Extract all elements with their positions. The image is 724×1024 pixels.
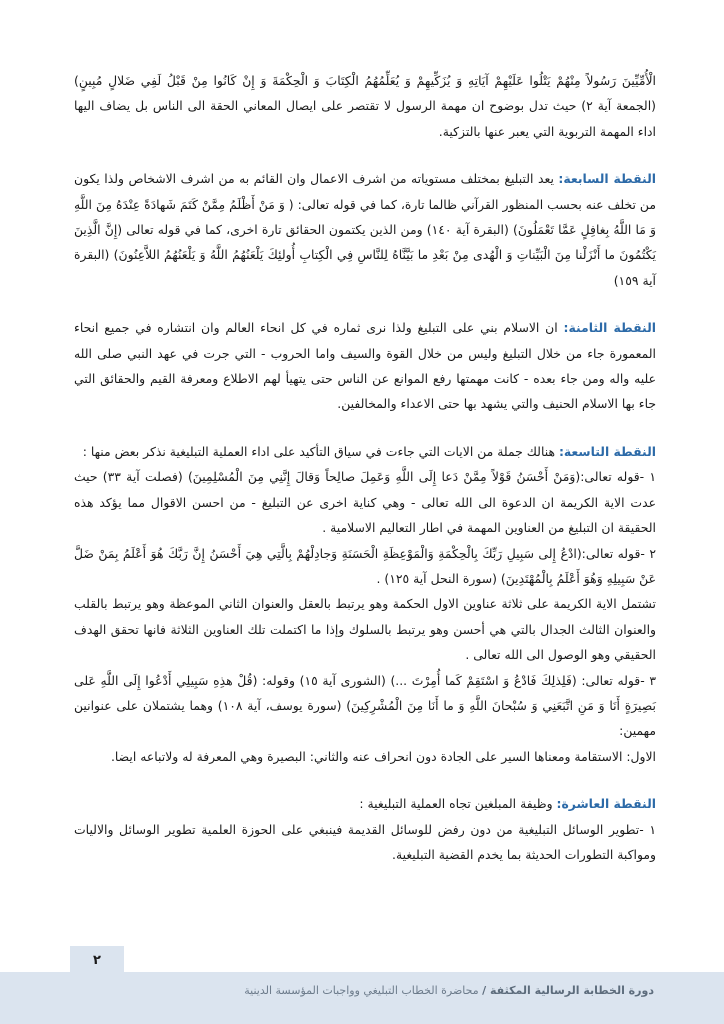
section-7-paragraph-1 xyxy=(74,166,656,293)
section-9-item-3: ٣ -قوله تعالى: (فَلِذلِكَ فَادْعُ وَ اسْتَقِمْ كَما أُمِرْتَ ...) (الشورى آية ١٥) وقوله: (قُلْ هذِهِ سَبِيلِي أَدْعُوا إِلَى اللَّهِ عَلى بَصِيرَةٍ أَنَا وَ مَنِ اتَّبَعَنِي وَ سُبْحانَ اللَّهِ وَ ما أَنَا مِنَ الْمُشْرِكِينَ) (سورة يوسف، آية ١٠٨) وهما يشتملان على عنوانين مهمين: xyxy=(74,672,656,739)
section-9-conclusion: الاول: الاستقامة ومعناها السير على الجادة دون انحراف عنه والثاني: البصيرة وهي المعرفة له ولاتباعه ايضا. xyxy=(110,748,656,764)
section-10-heading: النقطة العاشرة: xyxy=(556,796,656,812)
section-8-text-1: ان الاسلام بني على التبليغ ولذا نرى ثماره في كل انحاء العالم وان انتشاره في جميع انحاء المعمورة جاء من خلال التبليغ وليس من خلال القوة والسيف واما الحروب - التي جرت في عهد النبي صلى الله عليه واله ومن جاء بعده - كانت مهمتها رفع الموانع عن الناس حتى يتهيأ لهم الاطلاع ومعرفة القيم والحقائق التي جاء بها الاسلام الحنيف والتي يشهد بها حتى الاعداء والمخالفين. xyxy=(74,320,656,412)
footer-course-title: دورة الخطابة الرسالية المكثفة / xyxy=(482,984,654,997)
intro-paragraph: الْأُمِّيِّينَ رَسُولاً مِنْهُمْ يَتْلُوا عَلَيْهِمْ آيَاتِهِ وَ يُزَكِّيهِمْ وَ يُعَلِّمُهُمُ الْكِتَابَ وَ الْحِكْمَةَ وَ إِنْ كَانُوا مِنْ قَبْلُ لَفِي ضَلالٍ مُبِينٍ) (الجمعة آية ٢) حيث تدل بوضوح ان مهمة الرسول لا تقتصر على ايصال المعاني الحقة الى الناس بل يضاف اليها اداء المهمة التربوية التي يعبر عنها بالتزكية. xyxy=(74,73,656,139)
footer-lecture-title: محاضرة الخطاب التبليغي وواجبات المؤسسة الدينية xyxy=(244,984,483,997)
section-7-heading: النقطة السابعة: xyxy=(558,171,656,187)
section-9-text-1: هنالك جملة من الايات التي جاءت في سياق التأكيد على اداء العملية التبليغية نذكر بعض منها : xyxy=(82,443,555,459)
page-number: ٢ xyxy=(70,946,124,976)
section-9-explanation: تشتمل الاية الكريمة على ثلاثة عناوين الاول الحكمة وهو يرتبط بالعقل والعنوان الثاني الموعظة وهو يرتبط بالقلب والعنوان الثالث الجدال بالتي هي أحسن وهو يرتبط بالسلوك وإذا ما اكتملت تلك العناوين الثلاثة فانها تحقق الهدف الحقيقي وهو الوصول الى الله تعالى . xyxy=(74,596,656,663)
footer-bar xyxy=(0,972,724,1024)
section-9-heading: النقطة التاسعة: xyxy=(558,443,656,459)
section-10-paragraph-1 xyxy=(74,791,656,816)
section-7-text-1: يعد التبليغ بمختلف مستوياته من اشرف الاعمال وان القائم به من اشرف الاشخاص ولذا يكون من تخلف عنه بحسب المنظور القرآني ظالما تارة، كما في قوله تعالى: ( وَ مَنْ أَظْلَمُ مِمَّنْ كَتَمَ شَهادَةً عِنْدَهُ مِنَ اللَّهِ وَ مَا اللَّهُ بِغافِلٍ عَمَّا تَعْمَلُونَ) (البقرة آية ١٤٠) ومن الذين يكتمون الحقائق تارة اخرى، كما في قوله تعالى (إِنَّ الَّذِينَ يَكْتُمُونَ ما أَنْزَلْنا مِنَ الْبَيِّناتِ وَ الْهُدى مِنْ بَعْدِ ما بَيَّنَّاهُ لِلنَّاسِ فِي الْكِتابِ أُولئِكَ يَلْعَنُهُمُ اللَّهُ وَ يَلْعَنُهُمُ اللاَّعِنُونَ) (البقرة آية ١٥٩) xyxy=(74,171,657,288)
section-9-paragraph-1 xyxy=(74,439,656,464)
section-9-item-1: ١ -قوله تعالى:(وَمَنْ أَحْسَنُ قَوْلاً مِمَّنْ دَعا إِلَى اللَّهِ وَعَمِلَ صالِحاً وَقالَ إِنَّنِي مِنَ الْمُسْلِمِينَ) (فصلت آية ٣٣) حيث عدت الاية الكريمة ان الدعوة الى الله تعالى - وهي كناية اخرى عن التبليغ - من احسن الاقوال مما يؤكد هذه الحقيقة ان التبليغ من العناوين المهمة في اطار التعاليم الاسلامية . xyxy=(74,469,656,536)
section-9-item-2: ٢ -قوله تعالى:(ادْعُ إِلى سَبِيلِ رَبِّكَ بِالْحِكْمَةِ وَالْمَوْعِظَةِ الْحَسَنَةِ وَجادِلْهُمْ بِالَّتِي هِيَ أَحْسَنُ إِنَّ رَبَّكَ هُوَ أَعْلَمُ بِمَنْ ضَلَّ عَنْ سَبِيلِهِ وَهُوَ أَعْلَمُ بِالْمُهْتَدِينَ) (سورة النحل آية ١٢٥) . xyxy=(74,545,656,586)
section-10-item-1: ١ -تطوير الوسائل التبليغية من دون رفض للوسائل القديمة فينبغي على الحوزة العلمية تطوير الوسائل والاليات ومواكبة التطورات الحديثة بما يخدم القضية التبليغية. xyxy=(74,821,656,862)
document-body xyxy=(74,68,656,867)
section-8-heading: النقطة الثامنة: xyxy=(563,320,656,336)
footer-title xyxy=(94,984,654,997)
section-10-text-1: وظيفة المبلغين تجاه العملية التبليغية : xyxy=(359,796,553,812)
section-8-paragraph-1 xyxy=(74,315,656,417)
